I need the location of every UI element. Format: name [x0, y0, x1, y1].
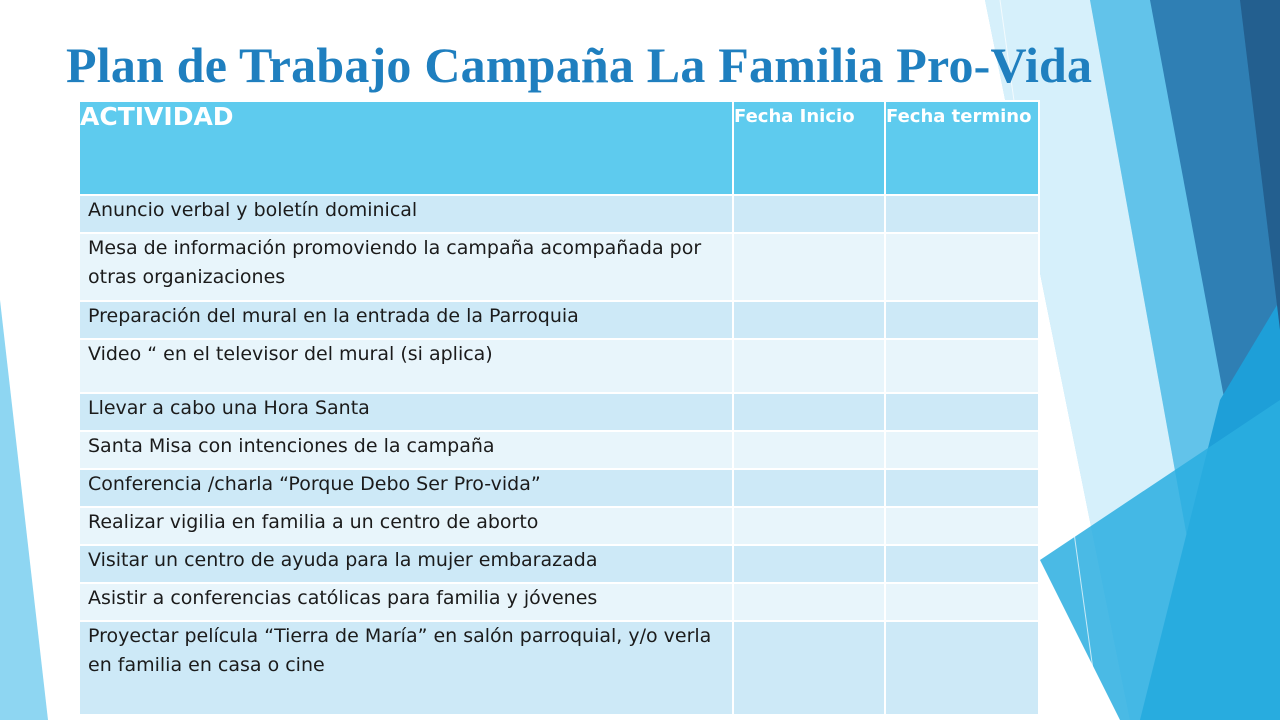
slide-title: Plan de Trabajo Campaña La Familia Pro-Vida — [66, 37, 1093, 93]
table-row — [79, 621, 1039, 715]
table-header-row — [79, 101, 1039, 195]
start-date-cell — [733, 621, 885, 715]
end-date-cell — [885, 339, 1039, 393]
activity-cell: Santa Misa con intenciones de la campaña — [79, 431, 733, 469]
table-row — [79, 469, 1039, 507]
end-date-cell — [885, 469, 1039, 507]
end-date-cell — [885, 233, 1039, 301]
left-accent-shape — [0, 300, 48, 720]
start-date-cell — [733, 393, 885, 431]
start-date-cell — [733, 469, 885, 507]
end-date-cell — [885, 507, 1039, 545]
start-date-cell — [733, 431, 885, 469]
start-date-cell — [733, 195, 885, 233]
start-date-cell — [733, 545, 885, 583]
header-end-date: Fecha termino — [885, 101, 1039, 195]
end-date-cell — [885, 195, 1039, 233]
table-row — [79, 583, 1039, 621]
activity-cell: Conferencia /charla “Porque Debo Ser Pro-vida” — [79, 469, 733, 507]
activity-cell: Mesa de información promoviendo la campaña acompañada por otras organizaciones — [79, 233, 733, 301]
end-date-cell — [885, 301, 1039, 339]
start-date-cell — [733, 339, 885, 393]
activity-cell: Visitar un centro de ayuda para la mujer embarazada — [79, 545, 733, 583]
start-date-cell — [733, 301, 885, 339]
activity-cell: Anuncio verbal y boletín dominical — [79, 195, 733, 233]
activity-cell: Llevar a cabo una Hora Santa — [79, 393, 733, 431]
table-row — [79, 195, 1039, 233]
activity-cell: Asistir a conferencias católicas para familia y jóvenes — [79, 583, 733, 621]
activity-cell: Preparación del mural en la entrada de la Parroquia — [79, 301, 733, 339]
start-date-cell — [733, 583, 885, 621]
table-row — [79, 339, 1039, 393]
table-row — [79, 507, 1039, 545]
activity-cell: Video “ en el televisor del mural (si aplica) — [79, 339, 733, 393]
work-plan-table — [78, 100, 1040, 716]
start-date-cell — [733, 507, 885, 545]
table-row — [79, 393, 1039, 431]
table-row — [79, 431, 1039, 469]
start-date-cell — [733, 233, 885, 301]
end-date-cell — [885, 393, 1039, 431]
table-row — [79, 233, 1039, 301]
header-activity: ACTIVIDAD — [79, 101, 733, 195]
table-row — [79, 301, 1039, 339]
header-start-date: Fecha Inicio — [733, 101, 885, 195]
activity-cell: Proyectar película “Tierra de María” en salón parroquial, y/o verla en familia en casa o cine — [79, 621, 733, 715]
end-date-cell — [885, 431, 1039, 469]
end-date-cell — [885, 545, 1039, 583]
table-row — [79, 545, 1039, 583]
end-date-cell — [885, 583, 1039, 621]
activity-cell: Realizar vigilia en familia a un centro de aborto — [79, 507, 733, 545]
end-date-cell — [885, 621, 1039, 715]
